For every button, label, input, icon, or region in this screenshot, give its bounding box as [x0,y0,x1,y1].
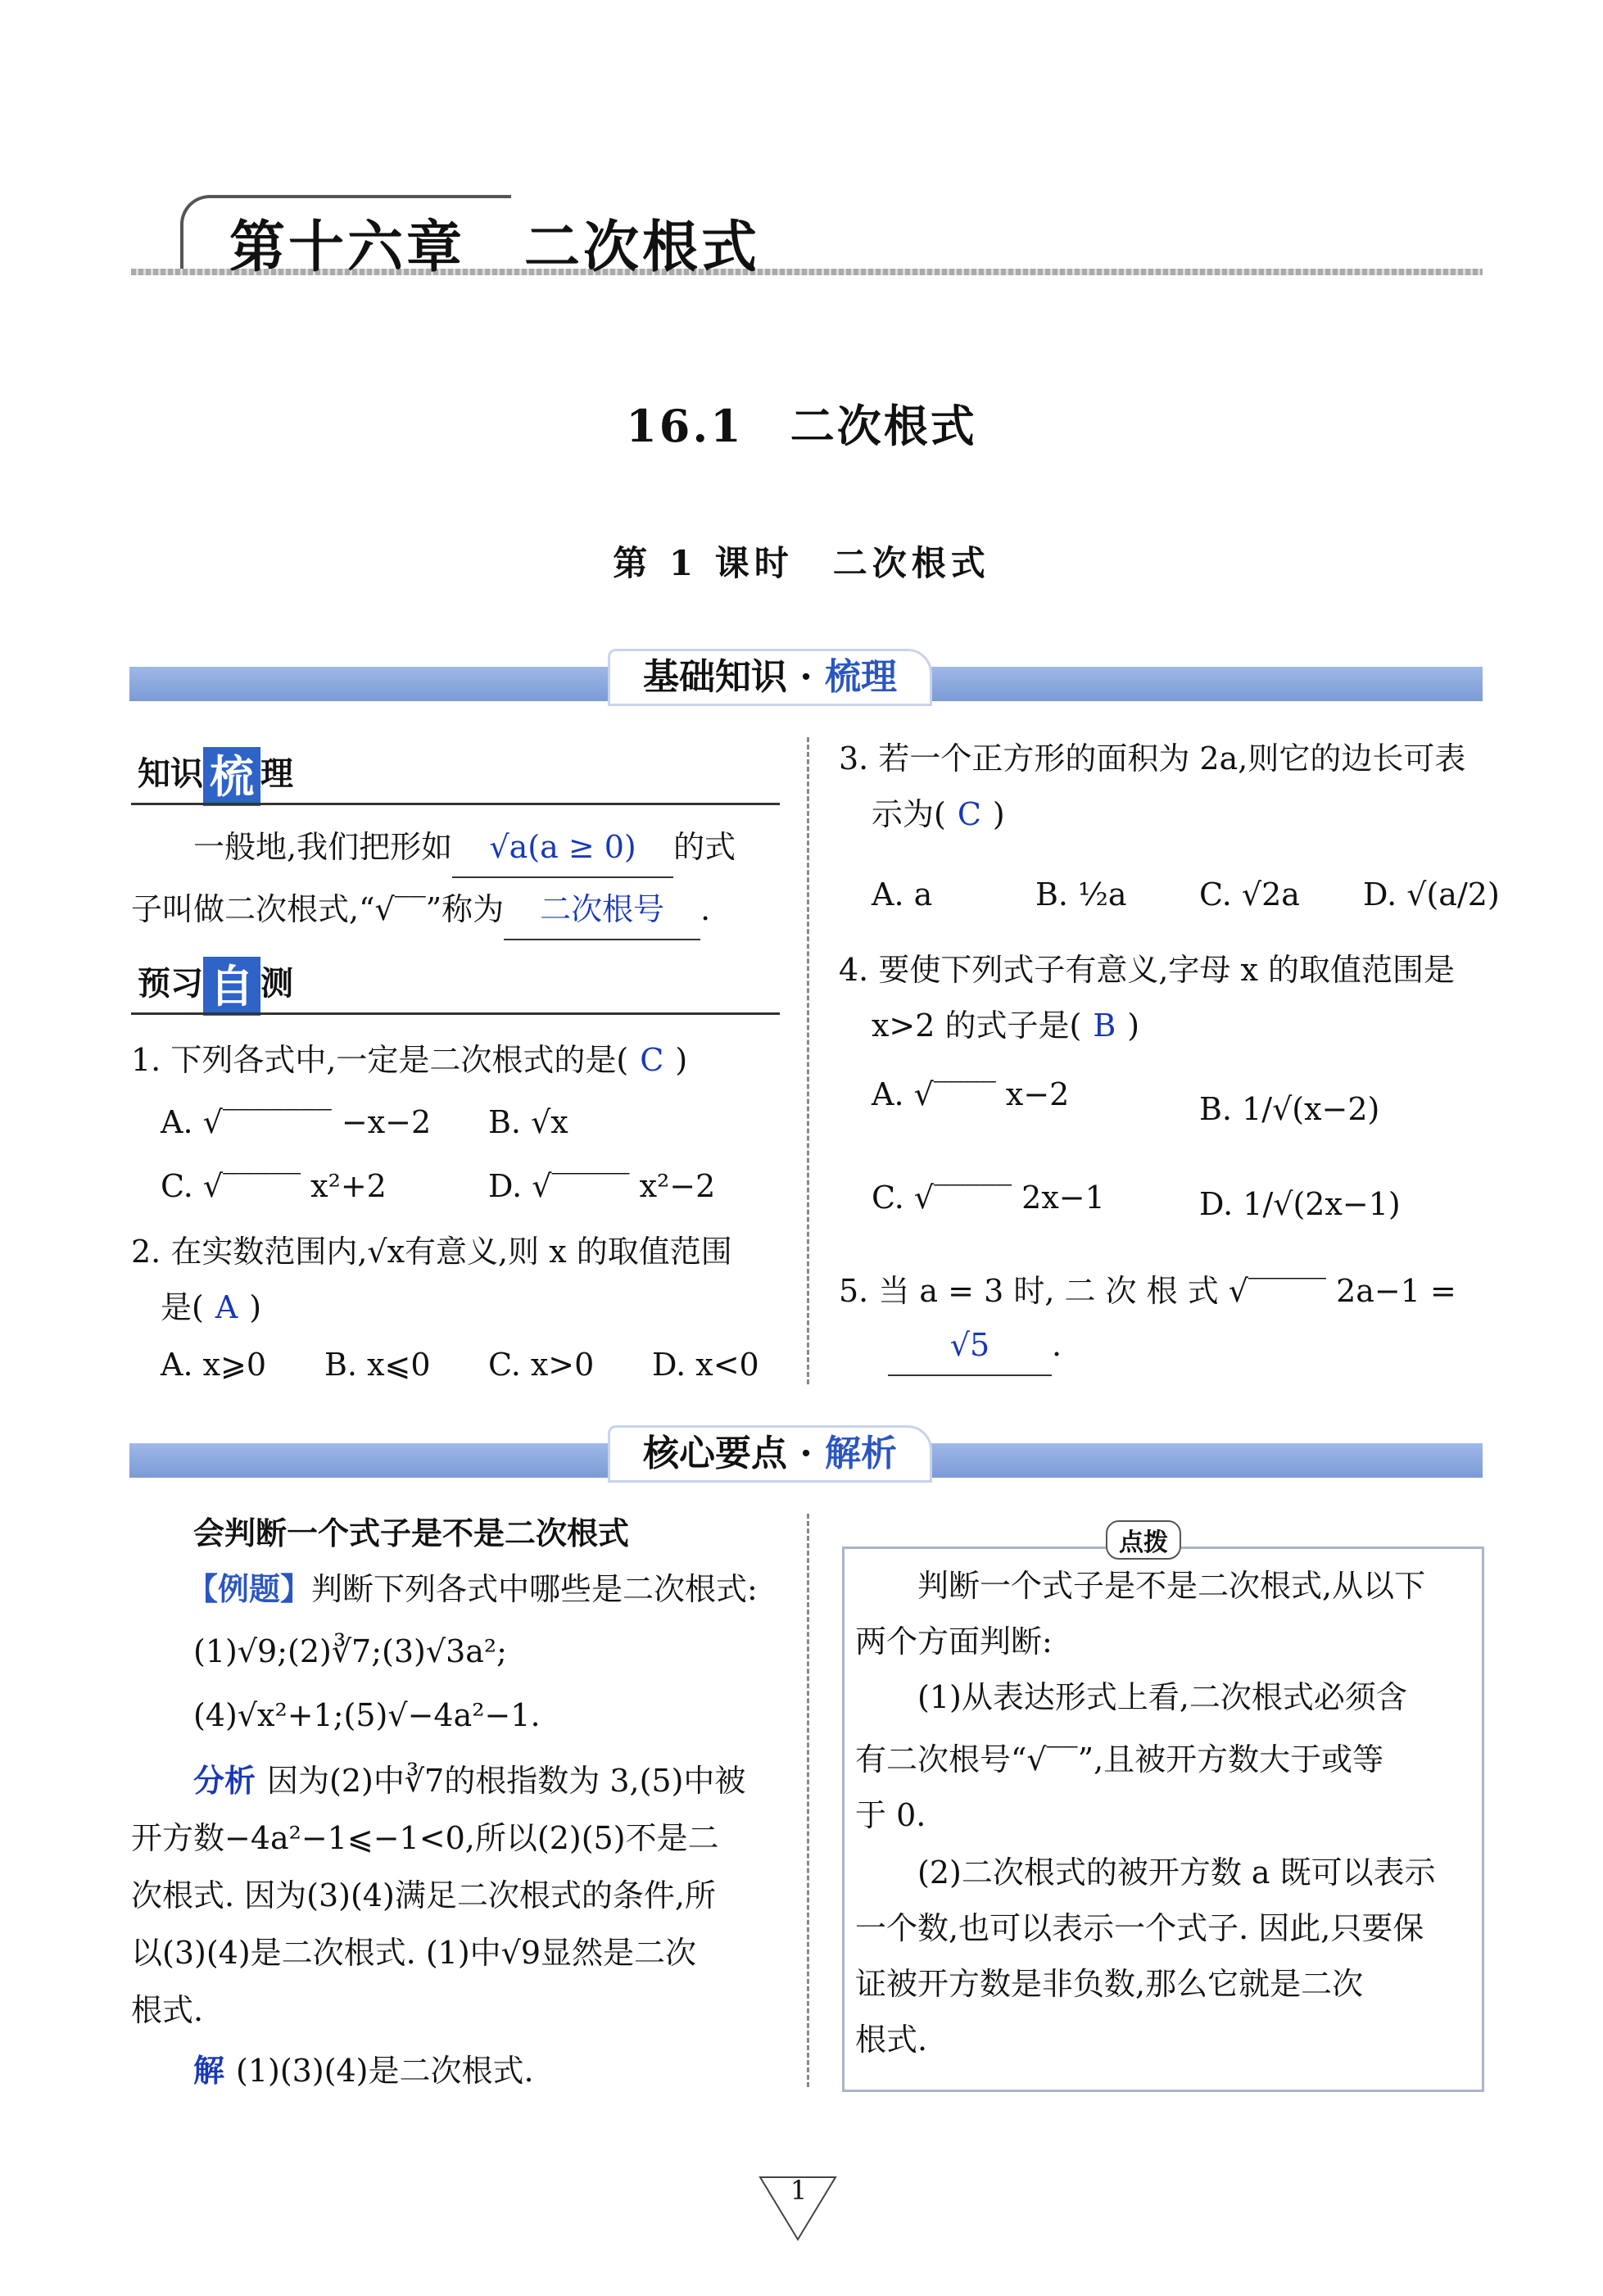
core-topic: 会判断一个式子是不是二次根式 [193,1515,630,1551]
tip-line-5: (2)二次根式的被开方数 a 既可以表示 [917,1854,1436,1891]
preview-heading-line [131,1012,780,1015]
q5-stem: 5. 当 a = 3 时, 二 次 根 式 √‾‾‾‾‾ 2a−1 = [839,1273,1456,1309]
q1-option-c: C. √‾‾‾‾‾ x²+2 [161,1168,387,1204]
analysis-tag: 分析 [193,1763,256,1799]
q2-answer: A [215,1289,238,1325]
knowledge-line2-fill: 二次根号 [504,880,700,940]
q1-close: ) [675,1042,688,1078]
section-title: 16.1 二次根式 [626,400,977,452]
band-label-basic-accent: 梳理 [824,656,897,698]
q4-stem-2 [872,996,1139,1055]
q5-answer: √5 [888,1316,1052,1376]
tip-line-3: 有二次根号“√‾‾”,且被开方数大于或等 [855,1741,1384,1777]
q4-option-a: A. √‾‾‾‾ x−2 [872,1076,1070,1112]
knowledge-line2-post: . [700,891,711,927]
tip-line-2: (1)从表达形式上看,二次根式必须含 [917,1679,1407,1715]
lesson-title: 第 1 课时 二次根式 [613,543,990,583]
q3-stem: 3. 若一个正方形的面积为 2a,则它的边长可表 [839,740,1466,777]
q3-stem-2 [872,785,1005,844]
solution-tag: 解 [193,2053,225,2089]
example-line-2: (4)√x²+1;(5)√−4a²−1. [193,1697,541,1733]
analysis-line-2: 次根式. 因为(3)(4)满足二次根式的条件,所 [131,1877,716,1913]
tip-badge: 点拨 [1106,1520,1181,1560]
core-example [187,1560,758,1619]
example-text: 判断下列各式中哪些是二次根式: [311,1571,758,1607]
q1-option-a: A. √‾‾‾‾‾‾‾ −x−2 [161,1104,432,1140]
preview-heading-box: 自 [203,957,260,1016]
solution-line [193,2041,534,2100]
example-tag: 【例题】 [187,1570,312,1607]
q3-option-b: B. ½a [1035,876,1127,913]
knowledge-line-1 [193,817,736,878]
page-number: 1 [790,2175,808,2206]
knowledge-heading-b: 理 [260,754,293,793]
q1-stem-text: 1. 下列各式中,一定是二次根式的是( [131,1042,629,1078]
q3-option-d: D. √(a/2) [1363,876,1500,913]
column-divider-2 [807,1514,812,2087]
q3-stem2-text: 示为( [872,796,946,832]
knowledge-heading-a: 知识 [138,754,203,793]
chapter-title: 第十六章 二次根式 [229,215,761,280]
q3-option-c: C. √2a [1199,876,1300,913]
q2-stem-2 [161,1278,261,1337]
analysis-line-3: 以(3)(4)是二次根式. (1)中√9显然是二次 [131,1935,697,1971]
tip-line-4: 于 0. [855,1797,926,1833]
preview-heading-b: 测 [260,964,293,1003]
band-label-basic-main: 基础知识 · [643,656,825,698]
knowledge-line1-fill: √a(a ≥ 0) [452,817,673,878]
analysis-line-0 [193,1751,745,1810]
q1-answer: C [640,1042,664,1078]
q5-post: . [1052,1327,1062,1363]
q2-stem2-text: 是( [161,1289,204,1325]
q4-answer: B [1093,1008,1116,1044]
q1-stem [131,1030,687,1089]
example-line-1: (1)√9;(2)∛7;(3)√3a²; [193,1633,507,1669]
column-divider [807,737,812,1384]
knowledge-heading-box: 梳 [203,747,260,806]
band-label-core-main: 核心要点 · [643,1433,825,1474]
preview-heading [138,957,293,1016]
q4-option-b: B. 1/√(x−2) [1199,1091,1380,1127]
analysis-line-4: 根式. [131,1992,204,2028]
q1-option-d: D. √‾‾‾‾‾ x²−2 [488,1168,716,1204]
q1-option-b: B. √x [488,1104,568,1140]
q2-option-b: B. x⩽0 [324,1347,431,1383]
q4-option-d: D. 1/√(2x−1) [1199,1186,1401,1222]
q3-option-a: A. a [872,876,933,913]
q2-stem: 2. 在实数范围内,√x有意义,则 x 的取值范围 [131,1234,732,1270]
q5-fill [888,1316,1062,1376]
analysis-line-1: 开方数−4a²−1⩽−1<0,所以(2)(5)不是二 [131,1820,719,1856]
band-label-core-accent: 解析 [824,1433,897,1474]
knowledge-line1-pre: 一般地,我们把形如 [193,829,453,865]
preview-heading-a: 预习 [138,964,203,1003]
knowledge-heading-line [131,803,780,805]
q4-close: ) [1127,1008,1140,1044]
q4-stem2-text: x>2 的式子是( [872,1008,1082,1044]
tip-line-7: 证被开方数是非负数,那么它就是二次 [855,1966,1364,2002]
band-label-basic [608,649,932,706]
q2-option-a: A. x⩾0 [161,1347,267,1383]
q2-option-c: C. x>0 [488,1347,595,1383]
knowledge-line1-post: 的式 [673,829,736,865]
q4-option-c: C. √‾‾‾‾‾ 2x−1 [872,1180,1105,1216]
knowledge-line-2 [131,880,710,940]
band-label-core [608,1425,932,1483]
knowledge-line2-pre: 子叫做二次根式,“√‾‾”称为 [131,891,505,927]
q3-close: ) [992,796,1005,832]
tip-line-0: 判断一个式子是不是二次根式,从以下 [917,1568,1426,1604]
tip-line-8: 根式. [855,2022,928,2058]
solution-text: (1)(3)(4)是二次根式. [236,2053,534,2089]
knowledge-heading [138,747,293,806]
q2-option-d: D. x<0 [652,1347,759,1383]
analysis-text-0: 因为(2)中∛7的根指数为 3,(5)中被 [267,1763,746,1799]
q3-answer: C [957,796,981,832]
tip-line-1: 两个方面判断: [855,1624,1053,1660]
q2-close: ) [249,1289,262,1325]
tip-line-6: 一个数,也可以表示一个式子. 因此,只要保 [855,1910,1424,1946]
q4-stem: 4. 要使下列式子有意义,字母 x 的取值范围是 [839,952,1456,988]
